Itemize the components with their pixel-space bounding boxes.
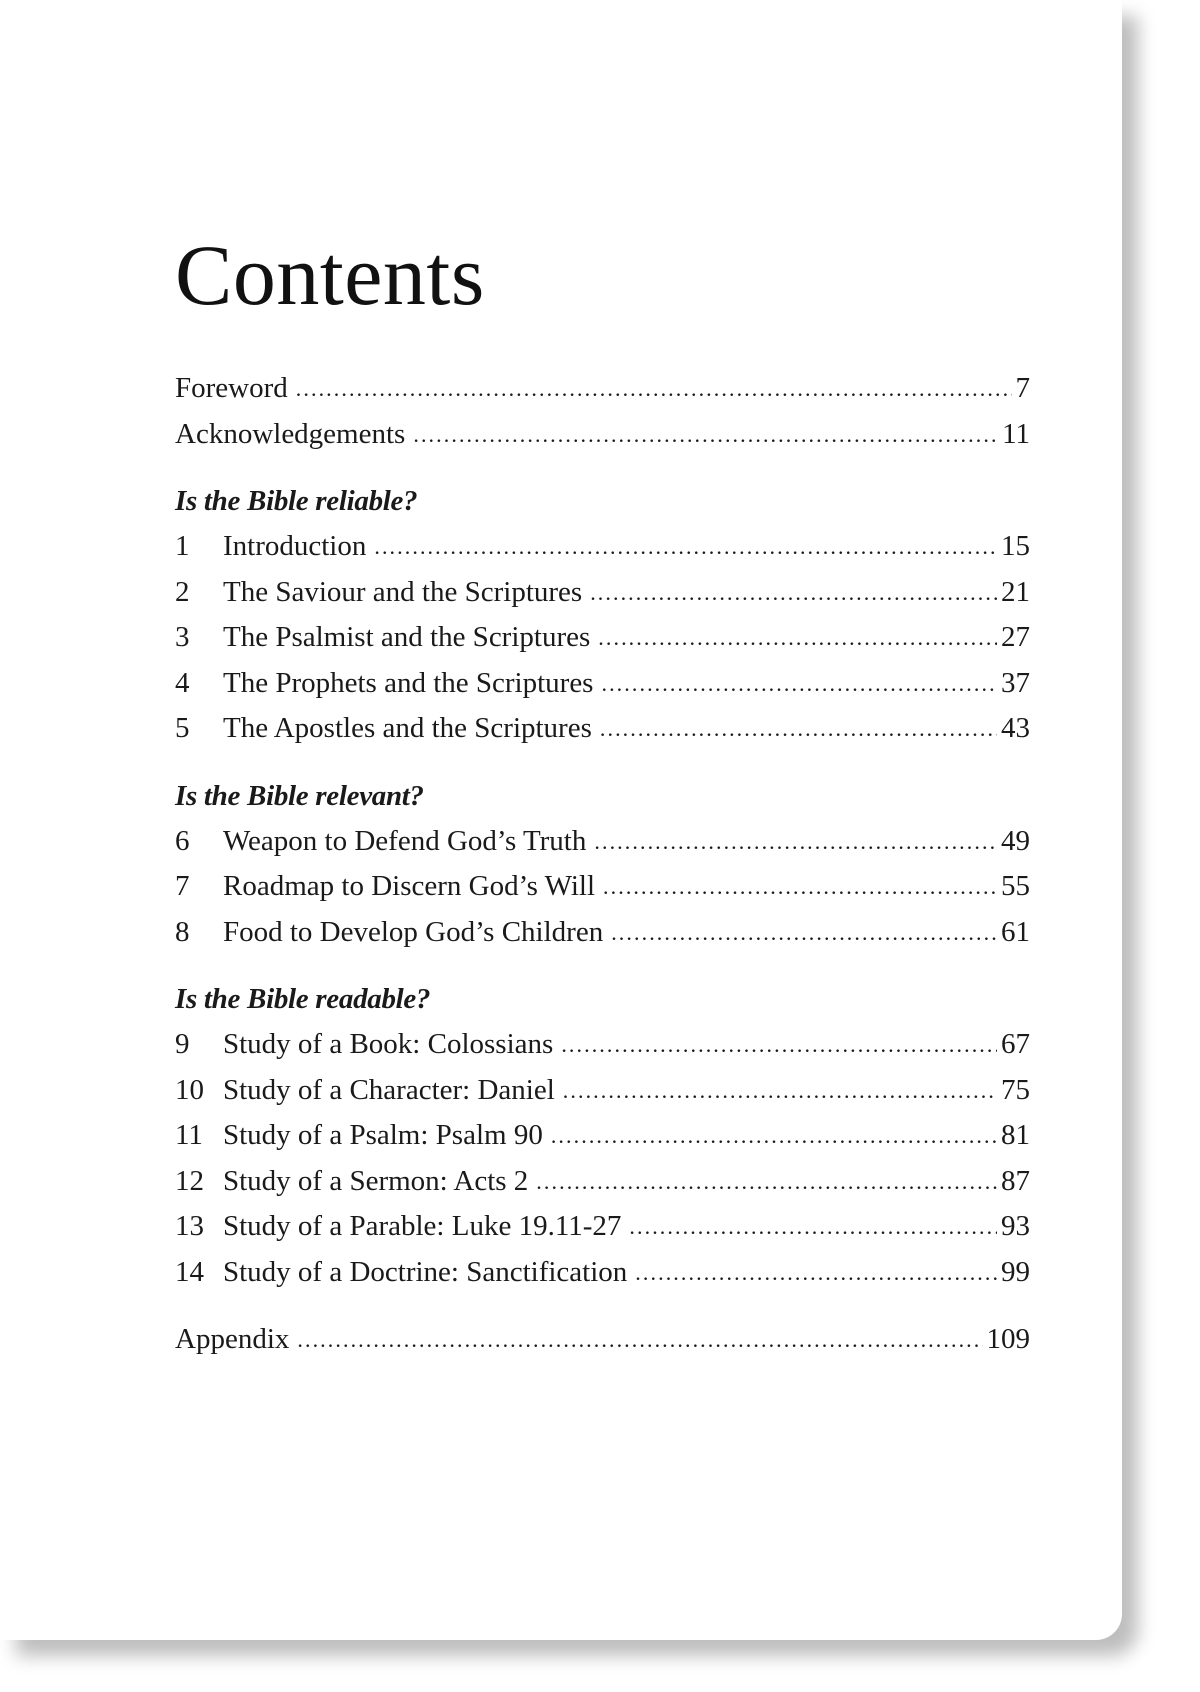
toc-entry-page: 109 [986,1323,1030,1355]
toc-entry-page: 61 [1001,915,1030,948]
dot-leader [561,1021,997,1068]
chapter-number: 3 [175,621,190,653]
toc-entry-label: The Psalmist and the Scriptures [223,621,591,653]
dot-leader [629,1203,997,1250]
dot-leader [600,705,997,752]
toc-section-relevant [175,774,1030,956]
dot-leader [603,863,997,910]
toc-entry[interactable] [175,706,1030,752]
toc-entry-label: Study of a Book: Colossians [223,1028,554,1060]
toc-entry-page: 7 [1015,372,1030,404]
toc-entry[interactable] [175,615,1030,661]
toc-entry[interactable] [175,412,1030,458]
toc-entry[interactable] [175,1317,1030,1363]
toc-entry-page: 43 [1001,712,1030,744]
chapter-number: 4 [175,666,190,699]
toc-entry-label: Roadmap to Discern God’s Will [223,870,596,902]
chapter-number: 2 [175,575,190,608]
page-content [175,227,1030,1363]
section-heading: Is the Bible readable? [175,983,431,1015]
toc-section-readable [175,977,1030,1295]
chapter-number: 5 [175,712,190,744]
section-heading: Is the Bible reliable? [175,485,418,517]
dot-leader [563,1067,997,1114]
toc-entry[interactable] [175,1113,1030,1159]
toc-entry-label: Food to Develop God’s Children [223,915,604,948]
toc-entry-page: 81 [1001,1119,1030,1151]
toc-entry-label: Study of a Parable: Luke 19.11-27 [223,1210,622,1242]
chapter-number: 7 [175,870,190,902]
toc-entry-label: Appendix [175,1323,290,1355]
toc-section-reliable [175,479,1030,752]
toc-entry-label: Introduction [223,530,367,562]
chapter-number: 14 [175,1255,204,1288]
chapter-number: 12 [175,1164,204,1197]
toc-entry-page: 11 [1002,417,1030,450]
toc-entry-label: Study of a Character: Daniel [223,1073,555,1106]
dot-leader [590,569,997,616]
chapter-number: 6 [175,824,190,857]
chapter-number: 1 [175,530,190,562]
toc-entry[interactable] [175,1250,1030,1296]
toc-entry-page: 21 [1001,575,1030,608]
dot-leader [536,1158,997,1205]
section-heading: Is the Bible relevant? [175,779,424,812]
dot-leader [598,614,997,661]
toc-entry[interactable] [175,864,1030,910]
toc-entry-page: 93 [1001,1210,1030,1242]
toc-entry-label: Study of a Doctrine: Sanctification [223,1255,628,1288]
toc-entry-page: 49 [1001,824,1030,857]
toc-entry[interactable] [175,1068,1030,1114]
toc-entry[interactable] [175,1159,1030,1205]
back-matter [175,1317,1030,1363]
table-of-contents [175,366,1030,1363]
toc-entry[interactable] [175,570,1030,616]
chapter-number: 9 [175,1028,190,1060]
front-matter [175,366,1030,457]
toc-entry-page: 99 [1001,1255,1030,1288]
toc-entry[interactable] [175,910,1030,956]
chapter-number: 11 [175,1119,203,1151]
page-title: Contents [175,227,485,323]
chapter-number: 8 [175,915,190,948]
toc-entry-label: Acknowledgements [175,417,406,450]
toc-entry-page: 67 [1001,1028,1030,1060]
dot-leader [413,411,998,458]
toc-entry-label: The Apostles and the Scriptures [223,712,592,744]
toc-entry-page: 87 [1001,1164,1030,1197]
dot-leader [594,818,997,865]
toc-entry[interactable] [175,661,1030,707]
dot-leader [297,1316,982,1363]
toc-entry-label: The Saviour and the Scriptures [223,575,583,608]
toc-entry-page: 55 [1001,870,1030,902]
toc-entry-page: 27 [1001,621,1030,653]
toc-entry-page: 75 [1001,1073,1030,1106]
dot-leader [611,909,997,956]
dot-leader [296,365,1012,412]
toc-entry-label: Weapon to Defend God’s Truth [223,824,587,857]
toc-entry[interactable] [175,1022,1030,1068]
chapter-number: 13 [175,1210,204,1242]
toc-entry-label: Study of a Psalm: Psalm 90 [223,1119,543,1151]
dot-leader [601,660,997,707]
section-gap [175,1295,1030,1317]
toc-entry-label: The Prophets and the Scriptures [223,666,594,699]
dot-leader [374,523,997,570]
toc-entry[interactable] [175,1204,1030,1250]
dot-leader [635,1249,997,1296]
toc-entry-label: Study of a Sermon: Acts 2 [223,1164,529,1197]
toc-entry[interactable] [175,524,1030,570]
toc-entry-label: Foreword [175,372,288,404]
toc-entry-page: 15 [1001,530,1030,562]
dot-leader [551,1112,997,1159]
toc-entry[interactable] [175,366,1030,412]
chapter-number: 10 [175,1073,204,1106]
toc-entry-page: 37 [1001,666,1030,699]
toc-entry[interactable] [175,819,1030,865]
